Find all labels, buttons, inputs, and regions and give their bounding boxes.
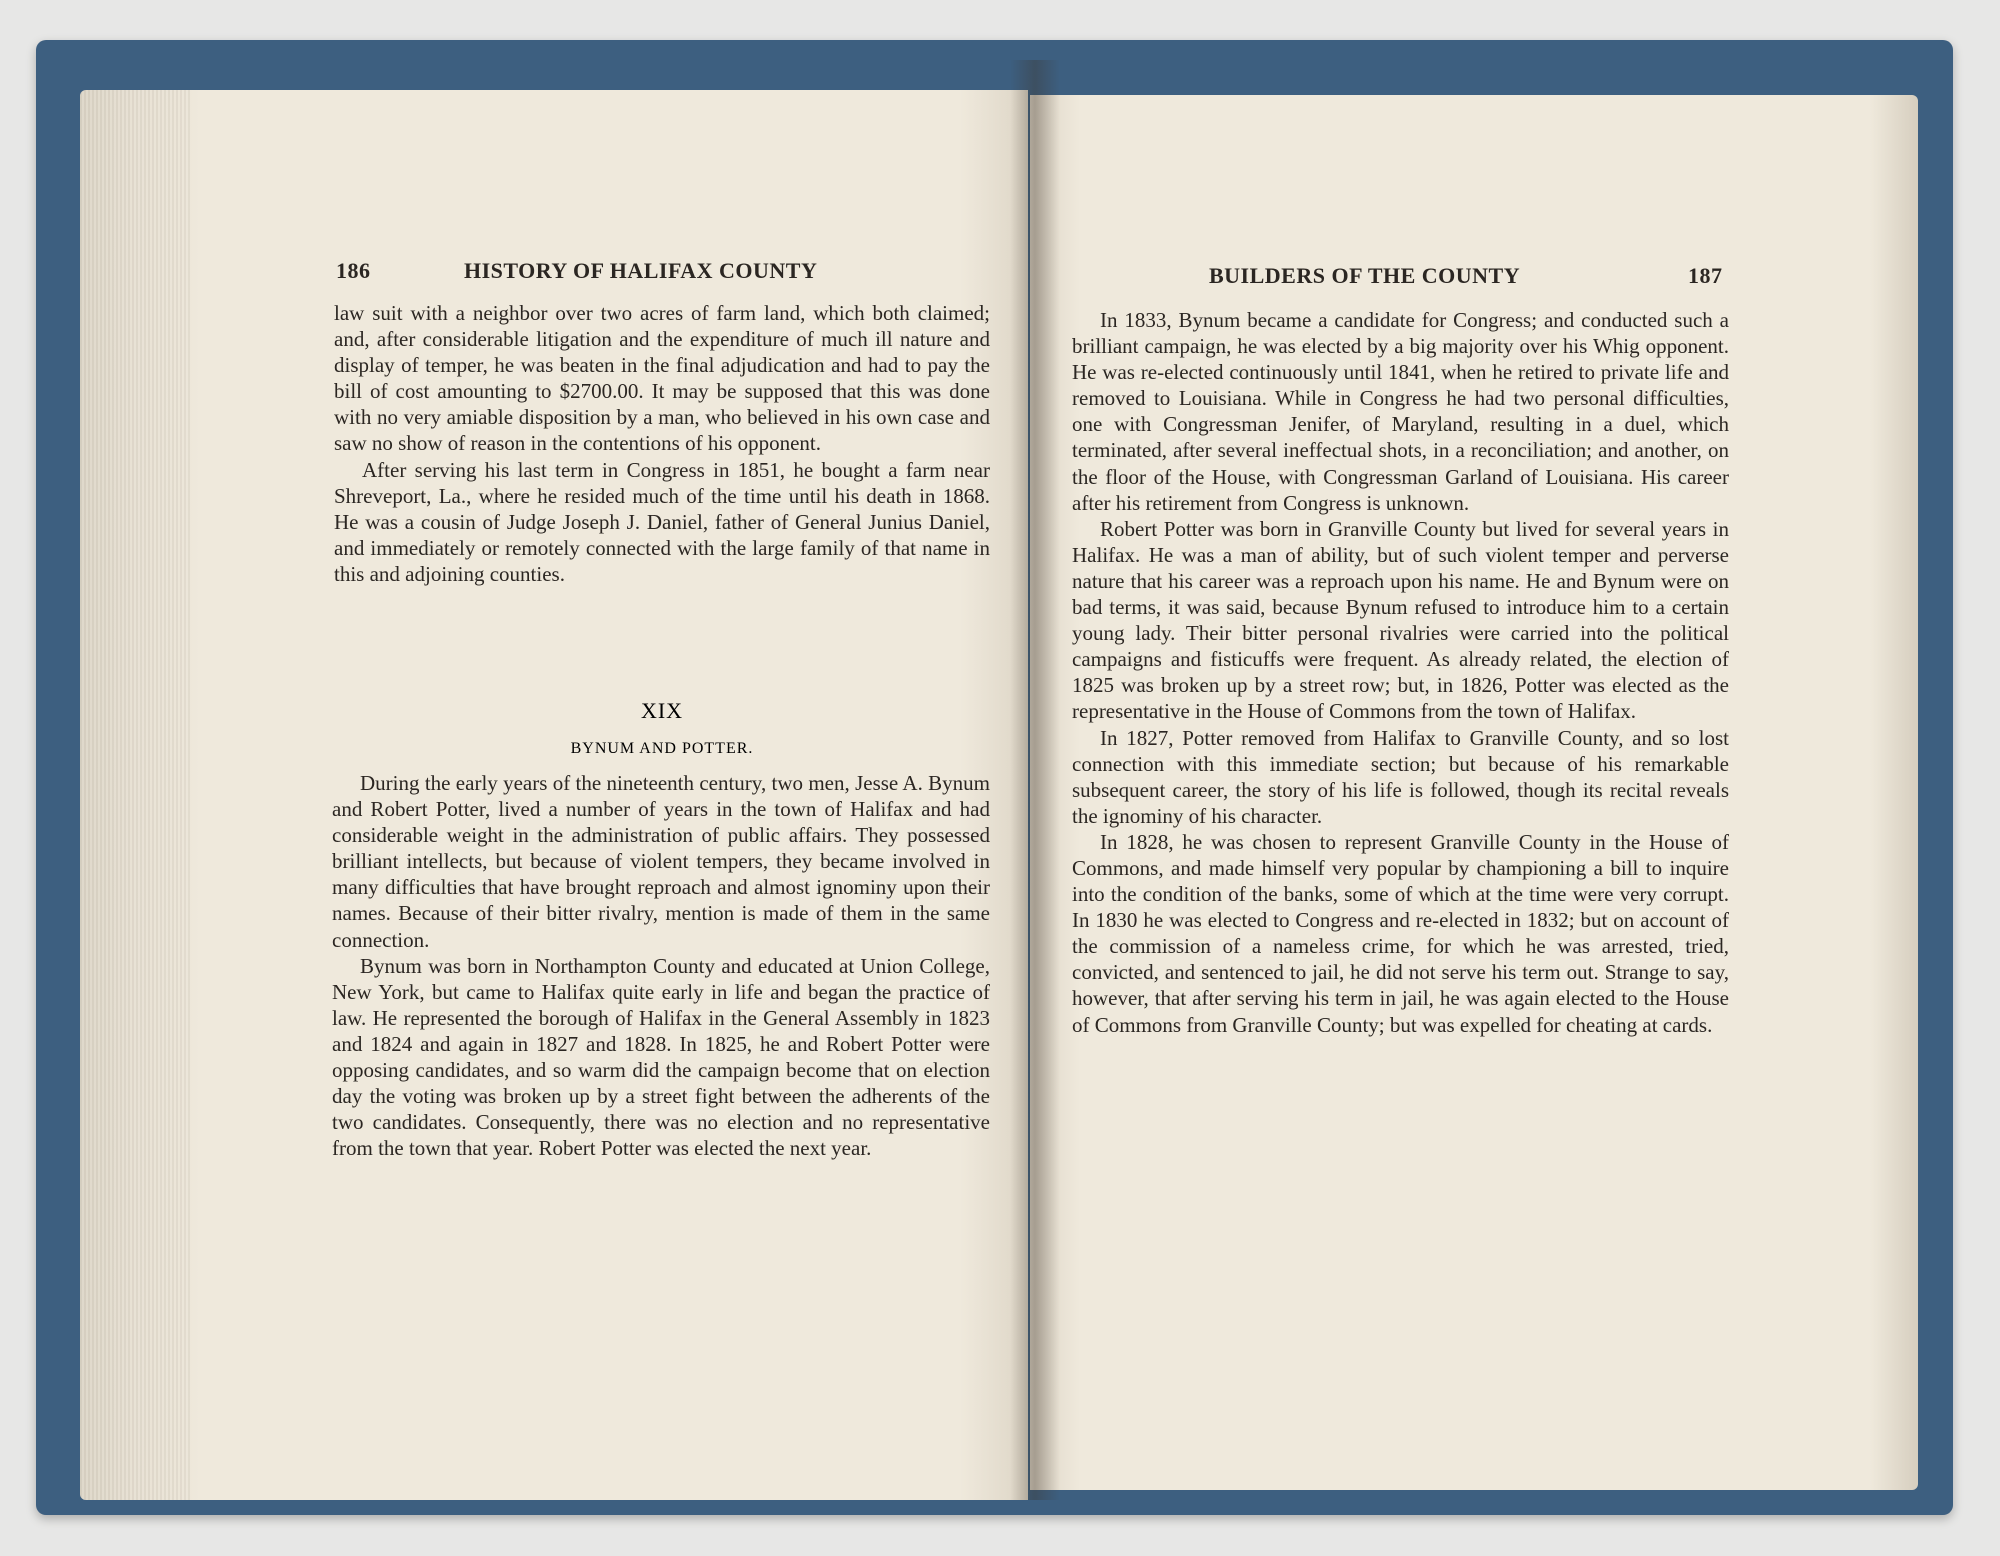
book-gutter [1010,60,1060,1500]
right-paragraph-4: In 1828, he was chosen to represent Granville County in the House of Commons, and made himself very popular by championing a bill to inquire into the condition of the banks, some of which at the time were very corrupt. In 1830 he was elected to Congress and re-elected in 1832; but on account of the commission of a nameless crime, for which he was arrested, tried, convicted, and sentenced to jail, he did not serve his term out. Strange to say, however, that after serving his term in jail, he was again elected to the House of Commons from Granville County; but was expelled for cheating at cards. [1072,829,1729,1037]
left-paragraph-2: After serving his last term in Congress in 1851, he bought a farm near Shreveport, La., where he resided much of the time until his death in 1868. He was a cousin of Judge Joseph J. Daniel, father of General Junius Daniel, and immediately or remotely connected with the large family of that name in this and adjoining counties. [334,457,990,586]
left-text-top [334,300,990,587]
right-running-head: BUILDERS OF THE COUNTY [1209,263,1521,288]
left-paragraph-4: Bynum was born in Northampton County and educated at Union College, New York, but came to Halifax quite early in life and began the practice of law. He represented the borough of Halifax in the General Assembly in 1823 and 1824 and again in 1827 and 1828. In 1825, he and Robert Potter were opposing candidates, and so warm did the campaign become that on election day the voting was broken up by a street fight between the adherents of the two candidates. Consequently, there was no election and no representative from the town that year. Robert Potter was elected the next year. [332,953,990,1161]
left-text-bottom [332,770,990,1161]
right-paragraph-1: In 1833, Bynum became a candidate for Congress; and conducted such a brilliant campaign, he was elected by a big majority over his Whig opponent. He was re-elected continuously until 1841, when he retired to private life and removed to Louisiana. While in Congress he had two personal difficulties, one with Congressman Jenifer, of Maryland, resulting in a duel, which terminated, after several ineffectual shots, in a reconciliation; and another, on the floor of the House, with Congressman Garland of Louisiana. His career after his retirement from Congress is unknown. [1072,308,1729,515]
left-page-number: 186 [336,258,371,283]
right-paragraph-2: Robert Potter was born in Granville County but lived for several years in Halifax. He was a man of ability, but of such violent temper and perverse nature that his career was a reproach upon his name. He and Bynum were on bad terms, it was said, because Bynum refused to introduce him to a certain young lady. Their bitter personal rivalries were carried into the political campaigns and fisticuffs were frequent. As already related, the election of 1825 was broken up by a street row; but, in 1826, Potter was elected as the representative in the House of Commons from the town of Halifax. [1072,516,1729,724]
chapter-number: XIX [640,698,684,723]
right-paragraph-3: In 1827, Potter removed from Halifax to Granville County, and so lost connection with this immediate section; but because of his remarkable subsequent career, the story of his life is followed, though its recital reveals the ignominy of his character. [1072,725,1729,828]
page-edges [80,90,190,1500]
right-page-number: 187 [1688,263,1723,288]
right-text [1072,307,1729,1038]
left-running-head: HISTORY OF HALIFAX COUNTY [464,258,818,283]
chapter-title: BYNUM AND POTTER. [570,740,754,757]
left-paragraph-3: During the early years of the nineteenth century, two men, Jesse A. Bynum and Robert Potter, lived a number of years in the town of Halifax and had considerable weight in the administration of public affairs. They possessed brilliant intellects, but because of violent tempers, they became involved in many difficulties that have brought reproach and almost ignominy upon their names. Because of their bitter rivalry, mention is made of them in the same connection. [332,771,990,952]
left-paragraph-1: law suit with a neighbor over two acres of farm land, which both claimed; and, after considerable litigation and the expenditure of much ill nature and display of temper, he was beaten in the final adjudication and had to pay the bill of cost amounting to $2700.00. It may be supposed that this was done with no very amiable disposition by a man, who believed in his own case and saw no show of reason in the contentions of his opponent. [334,301,990,456]
